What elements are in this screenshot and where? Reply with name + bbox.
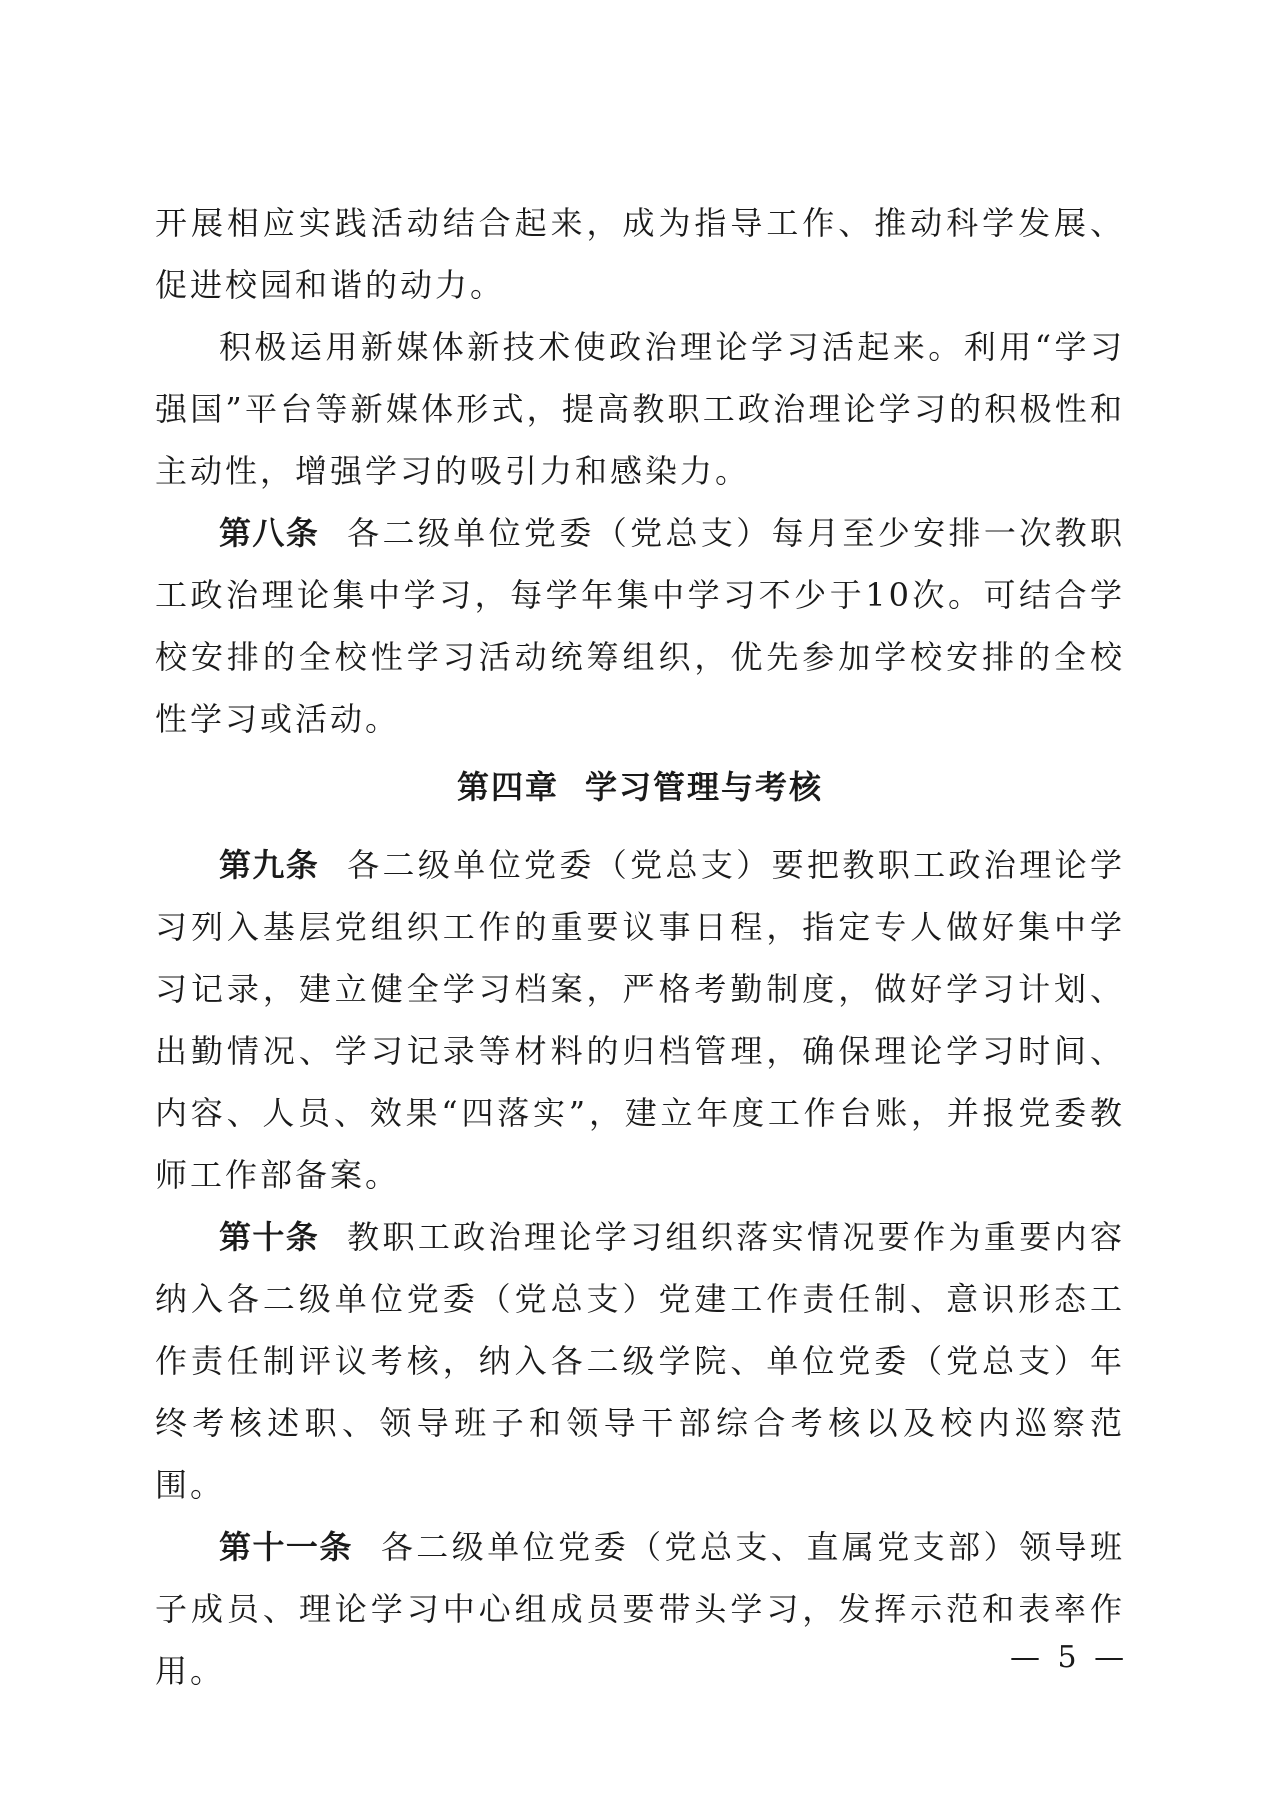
article-8-text: 各二级单位党委（党总支）每月至少安排一次教职工政治理论集中学习，每学年集中学习不少于10次。可结合学校安排的全校性学习活动统筹组织，优先参加学校安排的全校性学习或活动。	[155, 514, 1125, 738]
article-8-label: 第八条	[219, 514, 320, 552]
article-11-label: 第十一条	[219, 1528, 353, 1566]
paragraph-continued: 开展相应实践活动结合起来，成为指导工作、推动科学发展、促进校园和谐的动力。	[155, 204, 1125, 304]
article-10-text: 教职工政治理论学习组织落实情况要作为重要内容纳入各二级单位党委（党总支）党建工作责任制、意识形态工作责任制评议考核，纳入各二级学院、单位党委（党总支）年终考核述职、领导班子和领导干部综合考核以及校内巡察范围。	[155, 1218, 1125, 1504]
chapter-heading	[155, 756, 1125, 818]
article-10-label: 第十条	[219, 1218, 320, 1256]
article-9-text: 各二级单位党委（党总支）要把教职工政治理论学习列入基层党组织工作的重要议事日程，指定专人做好集中学习记录，建立健全学习档案，严格考勤制度，做好学习计划、出勤情况、学习记录等材料的归档管理，确保理论学习时间、内容、人员、效果“四落实”，建立年度工作台账，并报党委教师工作部备案。	[155, 846, 1125, 1194]
document-body	[155, 192, 1125, 1702]
article-9-label: 第九条	[219, 846, 320, 884]
article-11-text: 各二级单位党委（党总支、直属党支部）领导班子成员、理论学习中心组成员要带头学习，发挥示范和表率作用。	[155, 1528, 1125, 1690]
article-11	[155, 1516, 1125, 1702]
paragraph-new-media: 积极运用新媒体新技术使政治理论学习活起来。利用“学习强国”平台等新媒体形式，提高教职工政治理论学习的积极性和主动性，增强学习的吸引力和感染力。	[155, 328, 1125, 490]
article-8	[155, 502, 1125, 750]
chapter-title: 学习管理与考核	[585, 768, 824, 806]
article-9	[155, 834, 1125, 1206]
chapter-number: 第四章	[456, 768, 559, 806]
article-10	[155, 1206, 1125, 1516]
page-number: — 5 —	[1010, 1640, 1129, 1675]
